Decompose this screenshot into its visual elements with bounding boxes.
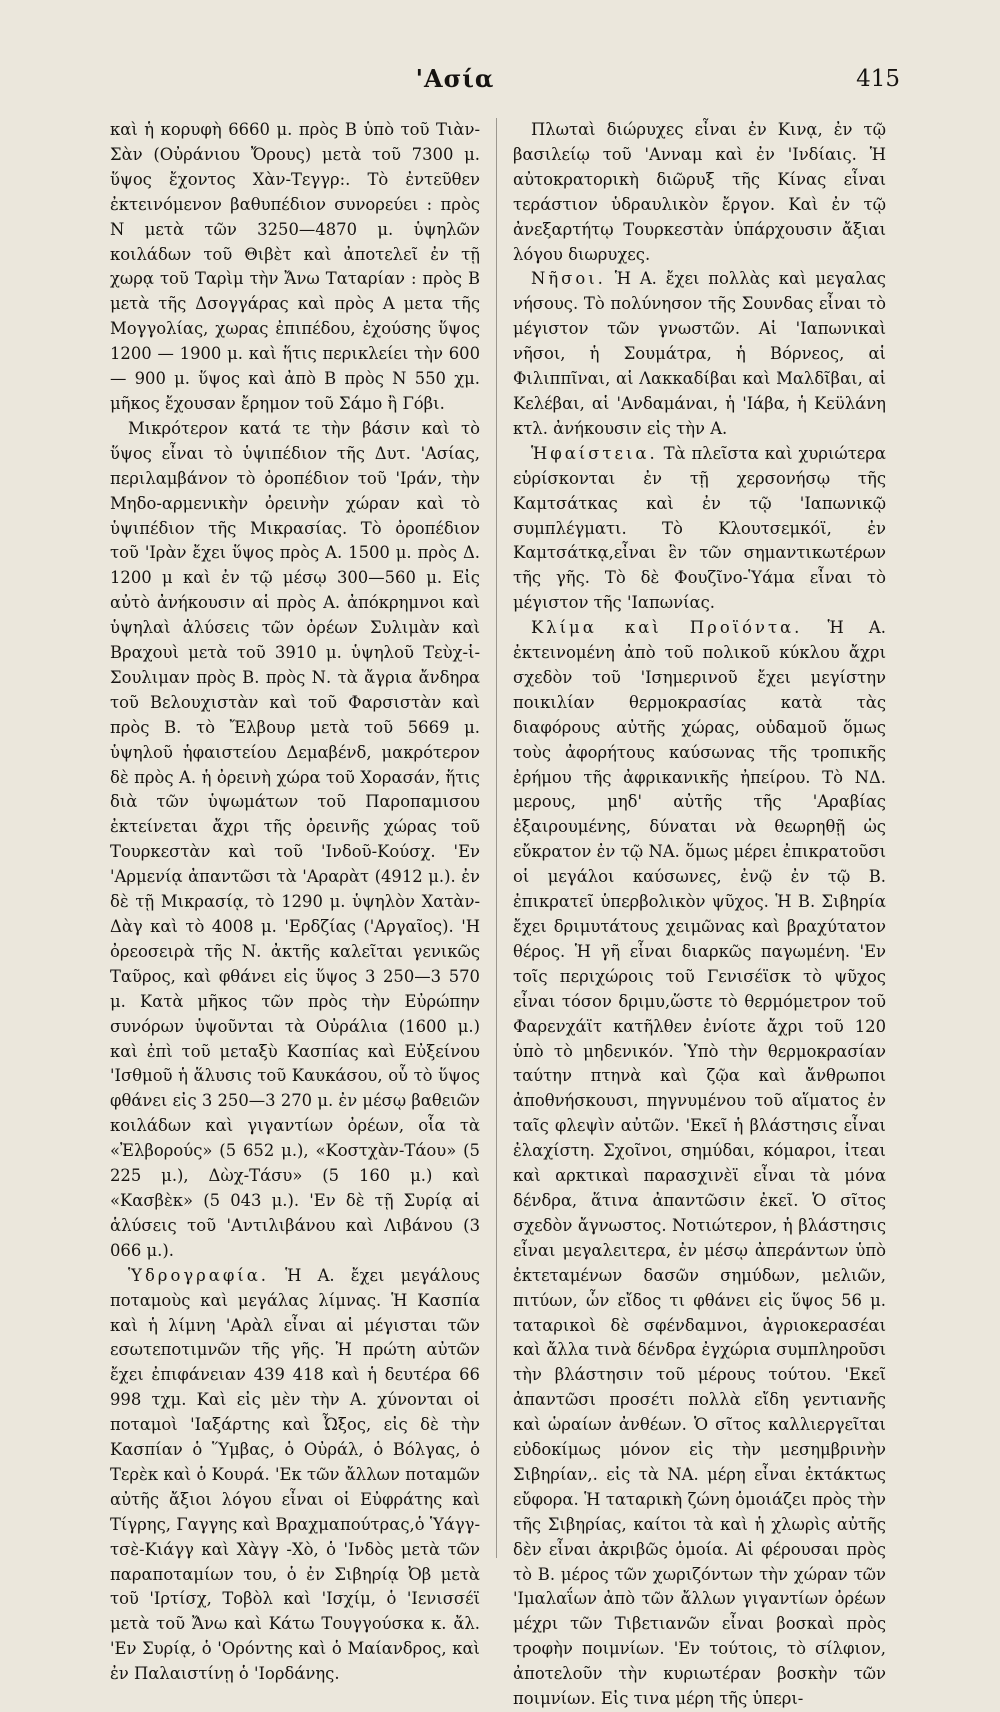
climate-text: Ἡ Α. ἐκτεινομένη ἀπὸ τοῦ πολικοῦ κύκλου ἄχρι σχεδὸν τοῦ 'Ισημερινοῦ ἔχει μεγίστην ποικιλίαν θερμοκρασίας κατὰ τὰς διαφόρους αὐτῆς χώρας, οὐδαμοῦ ὅμως τοὺς ἀφορήτους καύσωνας τῆς τροπικῆς ἐρήμου τῆς ἀφρικανικῆς ἠπείρου. Τὸ ΝΔ. μερους, μηδ' αὐτῆς τῆς 'Αραβίας ἐξαιρουμένης, δύναται νὰ θεωρηθῇ ὡς εὔκρατον ἐν τῷ ΝΑ. ὅμως μέρει ἐπικρατοῦσι οἱ μεγάλοι καύσωνες, ἐνῷ ἐν τῷ Β. ἐπικρατεῖ ὑπερβολικὸν ψῦχος. Ἡ Β. Σιβηρία ἔχει δριμυτάτους χειμῶνας καὶ βραχύτατον θέρος. Ἡ γῆ εἶναι διαρκῶς παγωμένη. 'Εν τοῖς περιχώροις τοῦ Γενισέϊσκ τὸ ψῦχος εἶναι τόσον δριμυ,ὥστε τὸ θερμόμετρον τοῦ Φαρενχάϊτ κατῆλθεν ἐνίοτε ἄχρι τοῦ 120 ὑπὸ τὸ μηδενικόν. Ὑπὸ τὴν θερμοκρασίαν ταύτην πτηνὰ καὶ ζῷα καὶ ἄνθρωποι ἀποθνήσκουσι, πηγνυμένου τοῦ αἵματος ἐν ταῖς φλεψὶν αὐτῶν. 'Εκεῖ ἡ βλάστησις εἶναι ἐλαχίστη. Σχοῖνοι, σημύδαι, κόμαροι, ἰτεαι καὶ αρκτικαὶ παρασχινὲϊ εἶναι τὰ μόνα δένδρα, ἅτινα ἀπαντῶσιν ἐκεῖ. Ὁ σῖτος σχεδὸν ἄγνωστος. Νοτιώτερον, ἡ βλάστησις εἶναι μεγαλειτερα, ἐν μέσῳ ἀπεράντων ὑπὸ ἐκτεταμένων δασῶν σημύδων, μελιῶν, πιτύων, ὧν εἴδος τι φθάνει εἰς ὕψος 56 μ. ταταρικοὶ δὲ σφένδαμνοι, ἀγριοκερασέαι καὶ ἄλλα τινὰ δένδρα ἐγχώρια συμπληροῦσι τὴν βλάστησιν τοῦ μέρους τούτου. 'Εκεῖ ἀπαντῶσι προσέτι πολλὰ εἴδη γεντιανῆς καὶ ὡραίων ἀνθέων. Ὁ σῖτος καλλιεργεῖται εὐδοκίμως μόνον εἰς τὴν μεσημβρινὴν Σιβηρίαν,. εἰς τὰ ΝΑ. μέρη εἶναι ἐκτάκτως εὔφορα. Ἡ ταταρικὴ ζώνη ὁμοιάζει πρὸς τὴν τῆς Σιβηρίας, καίτοι τὰ καὶ ἡ χλωρὶς αὐτῆς δὲν εἶναι ἀκριβῶς ὁμοία. Αἱ φέρουσαι πρὸς τὸ Β. μέρος τῶν χωριζόντων τὴν χώραν τῶν 'Ιμαλαΐων ἀπὸ τῶν ἄλλων γιγαντίων ὀρέων μέχρι τῶν Τιβετιανῶν εἶναι βοσκαὶ πρὸς τροφὴν ποιμνίων. 'Εν τούτοις, τὸ σίλφιον, ἀποτελοῦν τὴν κυριωτέραν βοσκὴν τῶν ποιμνίων. Εἰς τινα μέρη τῆς ὑπερι- <box>513 618 886 1709</box>
islands-text: Ἡ Α. ἔχει πολλὰς καὶ μεγαλας νήσους. Τὸ πολύνησον τῆς Σουνδας εἶναι τὸ μέγιστον τῶν γνωστῶν. Αἱ 'Ιαπωνικαὶ νῆσοι, ἡ Σουμάτρα, ἡ Βόρνεος, αἱ Φιλιππῖναι, αἱ Λακκαδίβαι καὶ Μαλδῖβαι, αἱ Κελέβαι, αἱ 'Ανδαμάναι, ἡ 'Ιάβα, ἡ Κεϋλάνη κτλ. ἀνήκουσιν εἰς τὴν Α. <box>513 269 886 438</box>
section-heading-volcanoes: Ἡφαίστεια. <box>531 443 658 463</box>
paragraph-elevations-east: καὶ ἡ κορυφὴ 6660 μ. πρὸς Β ὑπὸ τοῦ Τιὰν-Σὰν (Οὐράνιου Ὄρους) μετὰ τοῦ 7300 μ. ὕψος ἔχοντος Χὰν-Τεγγρ:. Τὸ ἐντεῦθεν ἐκτεινόμενον βαθυπέδιον συνορεύει : πρὸς Ν μετὰ τῶν 3250—4870 μ. ὑψηλῶν κοιλάδων τοῦ Θιβὲτ καὶ ἀποτελεῖ ἐν τῇ χωρᾳ τοῦ Ταρὶμ τὴν Ἄνω Ταταρίαν : πρὸς Β μετὰ τῆς Δσογγάρας καὶ πρὸς Α μετα τῆς Μογγολίας, χωρας ἐπιπέδου, ἐχούσης ὕψος 1200 — 1900 μ. καὶ ἥτις περικλείει τὴν 600 — 900 μ. ὕψος καὶ ἀπὸ Β πρὸς Ν 550 χμ. μῆκος ἔχουσαν ἔρημον τοῦ Σάμο ἢ Γόβι. <box>110 120 480 413</box>
right-column <box>513 118 886 1709</box>
section-heading-islands: Νῆσοι. <box>531 269 606 289</box>
paragraph-canals: Πλωταὶ διώρυχες εἶναι ἐν Κινᾳ, ἐν τῷ βασιλείῳ τοῦ 'Ανναμ καὶ ἐν 'Ινδίαις. Ἡ αὐτοκρατορικὴ διῶρυξ τῆς Κίνας εἶναι τεράστιον ὑδραυλικὸν ἔργον. Καὶ ἐν τῷ ἀνεξαρτήτῳ Τουρκεστὰν ὑπάρχουσιν ἄξιαι λόγου διωρυχες. <box>513 120 886 264</box>
hydrography-text: Ἡ Α. ἔχει μεγάλους ποταμοὺς καὶ μεγάλας λίμνας. Ἡ Κασπία καὶ ἡ λίμνη 'Αρὰλ εἶναι αἱ μέγισται τῶν εσωτεποτιμνῶν τῆς γῆς. Ἡ πρώτη αὐτῶν ἔχει ἐπιφάνειαν 439 418 καὶ ἡ δευτέρα 66 998 τχμ. Καὶ εἰς μὲν τὴν Α. χύνονται οἱ ποταμοὶ 'Ιαξάρτης καὶ Ὦξος, εἰς δὲ τὴν Κασπίαν ὁ Ὕμβας, ὁ Οὐράλ, ὁ Βόλγας, ὁ Τερὲκ καὶ ὁ Κουρά. 'Εκ τῶν ἄλλων ποταμῶν αὐτῆς ἄξιοι λόγου εἶναι οἱ Εὐφράτης καὶ Τίγρης, Γαγγης καὶ Βραχμαπούτρας,ὁ Ὑάγγ-τσὲ-Κιάγγ καὶ Χὰγγ -Χὸ, ὁ 'Ινδὸς μετὰ τῶν παραποταμίων του, ὁ ἐν Σιβηρίᾳ Ὀβ μετὰ τοῦ 'Ιρτίσχ, Τοβὸλ καὶ 'Ισχίμ, ὁ 'Ιενισσέϊ μετὰ τοῦ Ἄνω καὶ Κάτω Τουγγούσκα κ. ἄλ. 'Εν Συρίᾳ, ὁ 'Ορόντης καὶ ὁ Μαίανδρος, καὶ ἐν Παλαιστίνῃ ὁ 'Ιορδάνης. <box>110 1265 480 1684</box>
paragraph-climate <box>513 616 886 1712</box>
left-column <box>110 118 480 1684</box>
section-heading-climate: Κλίμα καὶ Προϊόντα. <box>531 618 803 638</box>
paragraph-western-plateau: Μικρότερον κατά τε τὴν βάσιν καὶ τὸ ὕψος εἶναι τὸ ὑψιπέδιον τῆς Δυτ. 'Ασίας, περιλαμβάνον τὸ ὀροπέδιον τοῦ 'Ιράν, τὴν Μηδο-αρμενικὴν ὀρεινὴν χώραν καὶ τὸ ὑψιπέδιον τῆς Μικρασίας. Τὸ ὀροπέδιον τοῦ 'Ιρὰν ἔχει ὕψος πρὸς Α. 1500 μ. πρὸς Δ. 1200 μ καὶ ἐν τῷ μέσῳ 300—560 μ. Εἰς αὐτὸ ἀνήκουσιν αἱ πρὸς Α. ἀπόκρημνοι καὶ ὑψηλαὶ ἁλύσεις τῶν ὀρέων Συλιμὰν καὶ Βραχουὶ μετὰ τοῦ 3910 μ. ὑψηλοῦ Τεὺχ-ἱ-Σουλιμαν πρὸς Β. πρὸς Ν. τὰ ἄγρια ἄνδηρα τοῦ Βελουχιστὰν καὶ τοῦ Φαρσιστὰν καὶ πρὸς Β. τὸ Ἔλβουρ μετὰ τοῦ 5669 μ. ὑψηλοῦ ἡφαιστείου Δεμαβένδ, μακρότερον δὲ πρὸς Α. ἡ ὀρεινὴ χώρα τοῦ Χορασάν, ἥτις διὰ τῶν ὑψωμάτων τοῦ Παροπαμισου ἐκτείνεται ἄχρι τῆς ὀρεινῆς χώρας τοῦ Τουρκεστὰν καὶ τοῦ 'Ινδοῦ-Κούσχ. 'Εν 'Αρμενίᾳ ἀπαντῶσι τὰ 'Αραρὰτ (4912 μ.). ἐν δὲ τῇ Μικρασίᾳ, τὸ 1290 μ. ὑψηλὸν Χατὰν-Δὰγ καὶ τὸ 4008 μ. 'Ερδζίας ('Αργαῖος). 'Η ὀρεοσειρὰ τῆς Ν. ἀκτῆς καλεῖται γενικῶς Ταῦρος, καὶ φθάνει εἰς ὕψος 3 250—3 570 μ. Κατὰ μῆκος τῶν πρὸς τὴν Εὐρώπην συνόρων ὑψοῦνται τὰ Οὐράλια (1600 μ.) καὶ ἐπὶ τοῦ μεταξὺ Κασπίας καὶ Εὐξείνου 'Ισθμοῦ ἡ ἅλυσις τοῦ Καυκάσου, οὗ τὸ ὕψος φθάνει εἰς 3 250—3 270 μ. ἐν μέσῳ βαθειῶν κοιλάδων καὶ γιγαντίων ὀρέων, οἷα τὰ «Ἐλβορούς» (5 652 μ.), «Κοστχὰν-Τάου» (5 225 μ.), Δὼχ-Τάσυ» (5 160 μ.) καὶ «Κασβὲκ» (5 043 μ.). 'Εν δὲ τῇ Συρίᾳ αἱ ἁλύσεις τοῦ 'Αντιλιβάνου καὶ Λιβάνου (3 066 μ.). <box>110 418 480 1260</box>
section-heading-hydrography: Ὑδρογραφία. <box>128 1265 269 1285</box>
column-divider <box>496 118 497 1558</box>
paragraph-islands <box>513 267 886 441</box>
page-header <box>0 64 1000 104</box>
running-head: 'Ασία <box>415 64 495 93</box>
page-number: 415 <box>856 66 900 92</box>
paragraph-hydrography <box>110 1264 480 1687</box>
volcanoes-text: Τὰ πλεῖστα καὶ χυριώτερα εὑρίσκονται ἐν τῇ χερσονήσῳ τῆς Καμτσάτκας καὶ ἐν τῷ 'Ιαπωνικῷ συμπλέγματι. Τὸ Κλουτσεμκόϊ, ἐν Καμτσάτκᾳ,εἶναι ἓν τῶν σημαντικωτέρων τῆς γῆς. Τὸ δὲ Φουζῖνο-Ὑάμα εἶναι τὸ μέγιστον τῆς 'Ιαπωνίας. <box>513 443 886 613</box>
paragraph-volcanoes <box>513 442 886 616</box>
